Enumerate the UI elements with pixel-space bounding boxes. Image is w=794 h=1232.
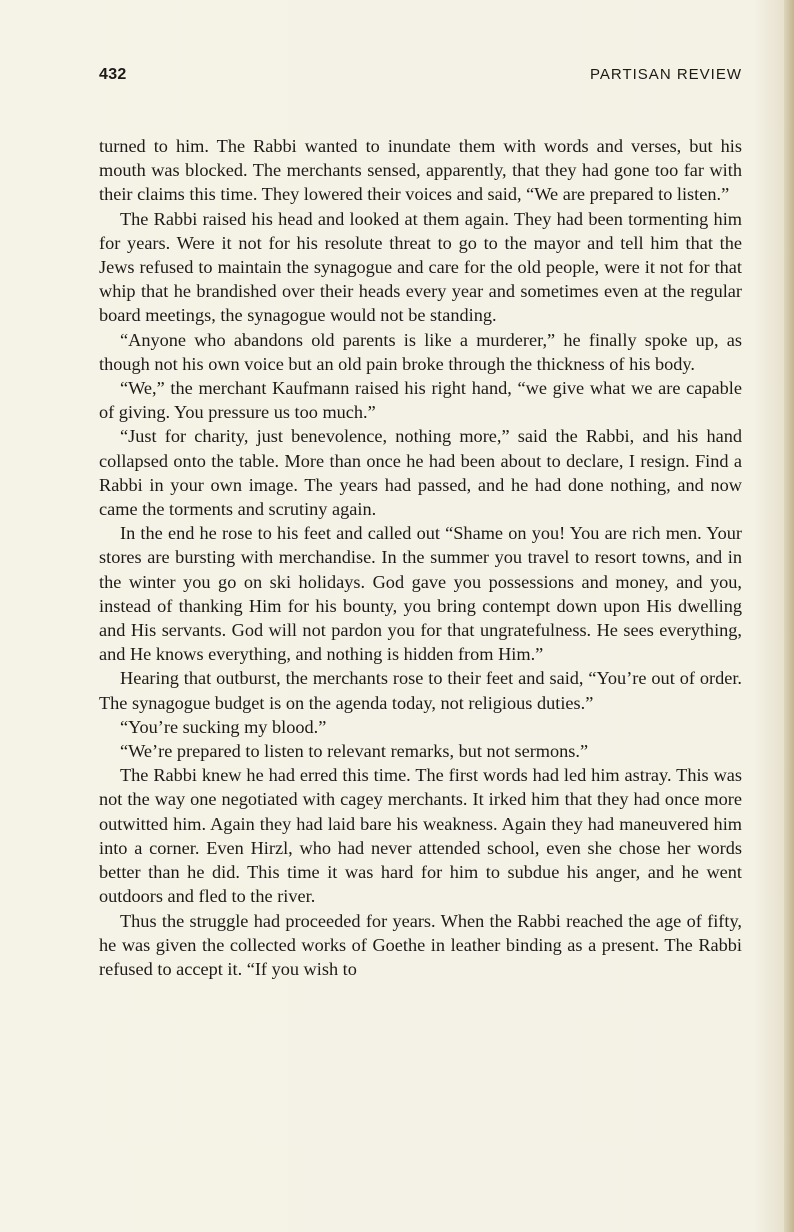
body-text (99, 134, 742, 981)
paragraph: “Anyone who abandons old parents is like a murderer,” he finally spoke up, as though not his own voice but an old pain broke through the thickness of his body. (99, 329, 742, 374)
paragraph: The Rabbi knew he had erred this time. The first words had led him astray. This was not the way one negotiated with cagey merchants. It irked him that they had once more outwitted him. Again they had laid bare his weakness. Again they had maneuvered him into a corner. Even Hirzl, who had never attended school, even she chose her words better than he did. This time it was hard for him to subdue his anger, and he went outdoors and fled to the river. (99, 765, 742, 907)
paragraph: In the end he rose to his feet and called out “Shame on you! You are rich men. Your stores are bursting with merchandise. In the summer you travel to resort towns, and in the winter you go on ski holidays. God gave you possessions and money, and you, instead of thanking Him for his bounty, you bring contempt down upon His dwelling and His servants. God will not pardon you for that ungratefulness. He sees everything, and He knows everything, and nothing is hidden from Him.” (99, 523, 742, 665)
paragraph: “We,” the merchant Kaufmann raised his right hand, “we give what we are capable of giving. You pressure us too much.” (99, 378, 742, 423)
running-head: PARTISAN REVIEW (590, 66, 742, 83)
paragraph: turned to him. The Rabbi wanted to inundate them with words and verses, but his mouth was blocked. The merchants sensed, apparently, that they had gone too far with their claims this time. They lowered their voices and said, “We are prepared to listen.” (99, 136, 742, 205)
paragraph: “You’re sucking my blood.” (120, 716, 327, 737)
page-edge (784, 0, 794, 1232)
paragraph: The Rabbi raised his head and looked at them again. They had been tormenting him for years. Were it not for his resolute threat to go to the mayor and tell him that the Jews refused to maintain the synagogue and care for the old people, were it not for that whip that he brandished over their heads every year and sometimes even at the regular board meetings, the synagogue would not be standing. (99, 208, 742, 326)
paragraph: “We’re prepared to listen to relevant remarks, but not sermons.” (120, 741, 589, 762)
paragraph: Thus the struggle had proceeded for years. When the Rabbi reached the age of fifty, he was given the collected works of Goethe in leather binding as a present. The Rabbi refused to accept it. “If you wish to (99, 910, 742, 979)
page-header (99, 66, 742, 90)
paragraph: “Just for charity, just benevolence, nothing more,” said the Rabbi, and his hand collapsed onto the table. More than once he had been about to declare, I resign. Find a Rabbi in your own image. The years had passed, and he had done nothing, and now came the torments and scrutiny again. (99, 426, 742, 520)
paragraph: Hearing that outburst, the merchants rose to their feet and said, “You’re out of order. The synagogue budget is on the agenda today, not religious duties.” (99, 668, 742, 713)
page-number: 432 (99, 66, 127, 83)
